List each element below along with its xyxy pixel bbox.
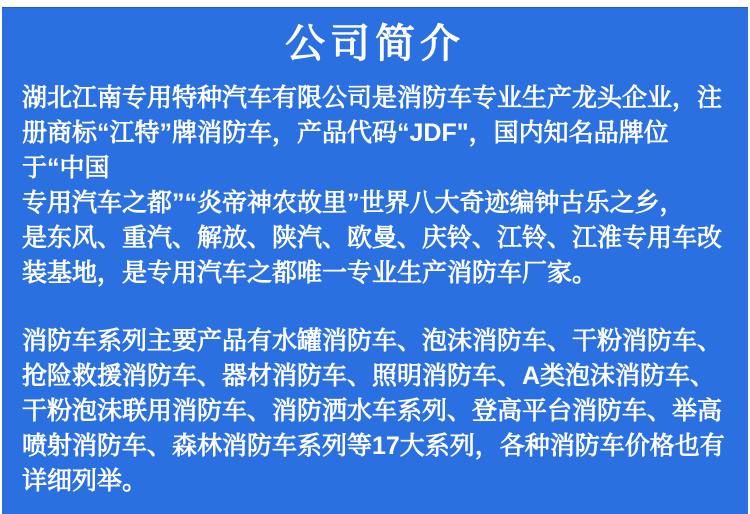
text-line: 干粉泡沫联用消防车、消防洒水车系列、登高平台消防车、举高 [22, 397, 723, 425]
text-line: 是东风、重汽、解放、陕汽、欧曼、庆铃、江铃、江淮专用车改 [22, 224, 723, 252]
text-line: 装基地，是专用汽车之都唯一专业生产消防车厂家。 [22, 259, 598, 287]
text-line: 详细列举。 [22, 467, 148, 495]
company-intro-paragraph [22, 81, 728, 291]
text-line: 册商标“江特”牌消防车，产品代码“JDF"，国内知名品牌位 [22, 119, 669, 147]
page-title: 公司简介 [285, 22, 465, 66]
company-profile-panel [2, 7, 748, 514]
text-line: 消防车系列主要产品有水罐消防车、泡沫消防车、干粉消防车、 [22, 327, 723, 355]
text-line: 喷射消防车、森林消防车系列等17大系列，各种消防车价格也有 [22, 432, 725, 460]
profile-content [2, 81, 748, 499]
text-line: 专用汽车之都”“炎帝神农故里”世界八大奇迹编钟古乐之乡， [22, 189, 685, 217]
text-line: 于“中国 [22, 154, 110, 182]
text-line: 湖北江南专用特种汽车有限公司是消防车专业生产龙头企业，注 [22, 84, 723, 112]
product-series-paragraph [22, 324, 728, 499]
text-line: 抢险救援消防车、器材消防车、照明消防车、A类泡沫消防车、 [22, 362, 716, 390]
